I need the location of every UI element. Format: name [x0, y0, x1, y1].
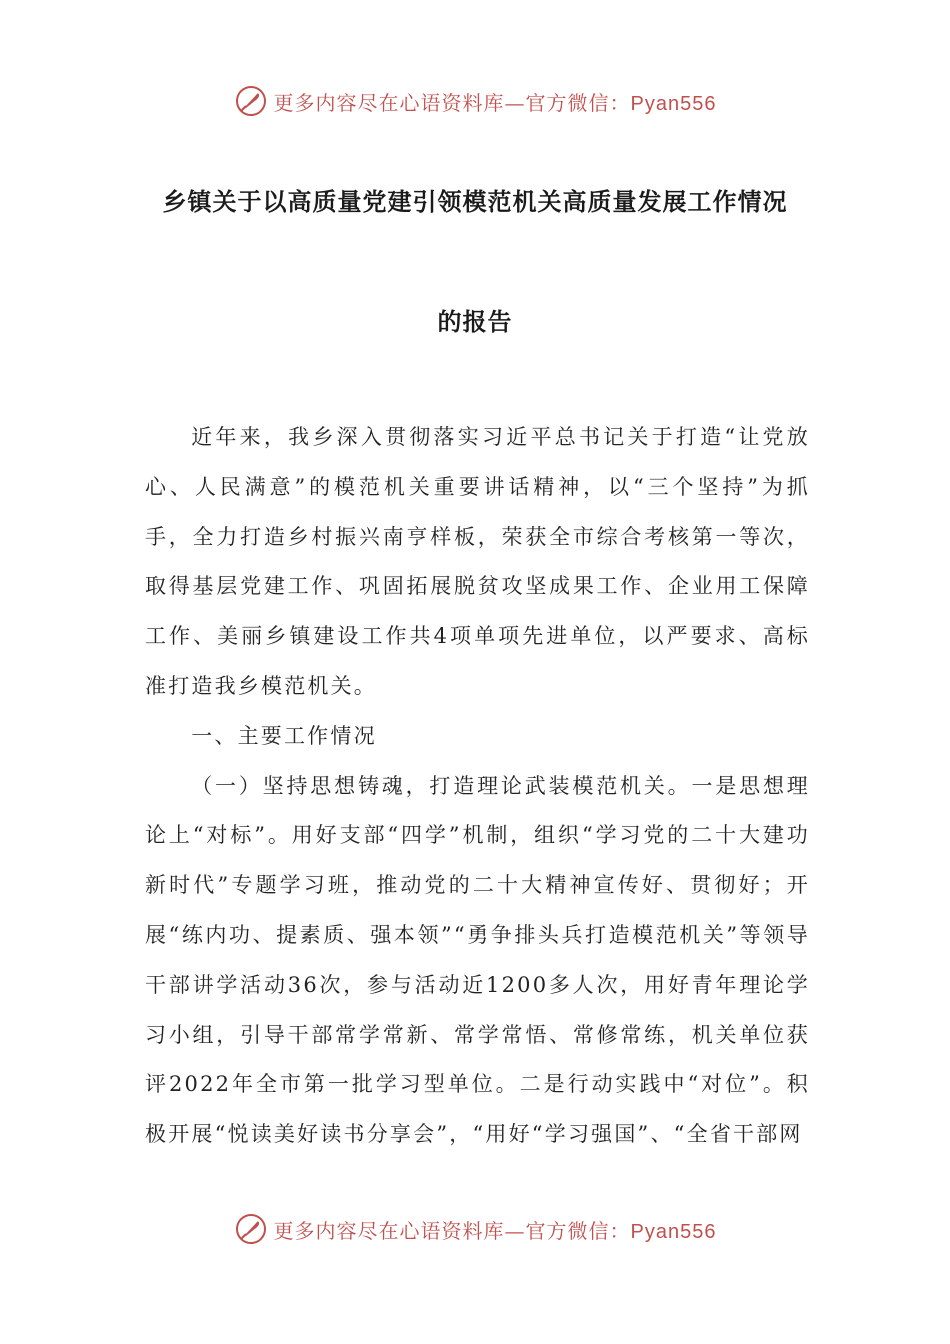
- watermark-text: 更多内容尽在心语资料库—官方微信：Pyan556: [273, 1218, 717, 1243]
- quill-logo-icon: [234, 1212, 268, 1246]
- quill-logo-icon: [234, 84, 268, 118]
- paragraph-section-1: （一）坚持思想铸魂，打造理论武装模范机关。一是思想理论上“对标”。用好支部“四学”机制，组织“学习党的二十大建功新时代”专题学习班，推动党的二十大精神宣传好、贯彻好；开展“练内功、提素质、强本领”“勇争排头兵打造模范机关”等领导干部讲学活动36次，参与活动近1200多人次，用好青年理论学习小组，引导干部常学常新、常学常悟、常修常练，机关单位获评2022年全市第一批学习型单位。二是行动实践中“对位”。积极开展“悦读美好读书分享会”，“用好“学习强国”、“全省干部网: [145, 773, 810, 1147]
- document-body: [145, 413, 810, 1160]
- watermark-text: 更多内容尽在心语资料库—官方微信：Pyan556: [273, 90, 717, 115]
- paragraph-intro: 近年来，我乡深入贯彻落实习近平总书记关于打造“让党放心、人民满意”的模范机关重要讲话精神，以“三个坚持”为抓手，全力打造乡村振兴南亨样板，荣获全市综合考核第一等次，取得基层党建工作、巩固拓展脱贫攻坚成果工作、企业用工保障工作、美丽乡镇建设工作共4项单项先进单位，以严要求、高标准打造我乡模范机关。: [145, 425, 810, 698]
- document-title-line-1: 乡镇关于以高质量党建引领模范机关高质量发展工作情况: [162, 188, 788, 216]
- watermark-footer: [0, 1212, 950, 1246]
- document-title-line-2: 的报告: [437, 308, 513, 336]
- section-heading: 一、主要工作情况: [191, 723, 377, 748]
- watermark-header: [0, 84, 950, 118]
